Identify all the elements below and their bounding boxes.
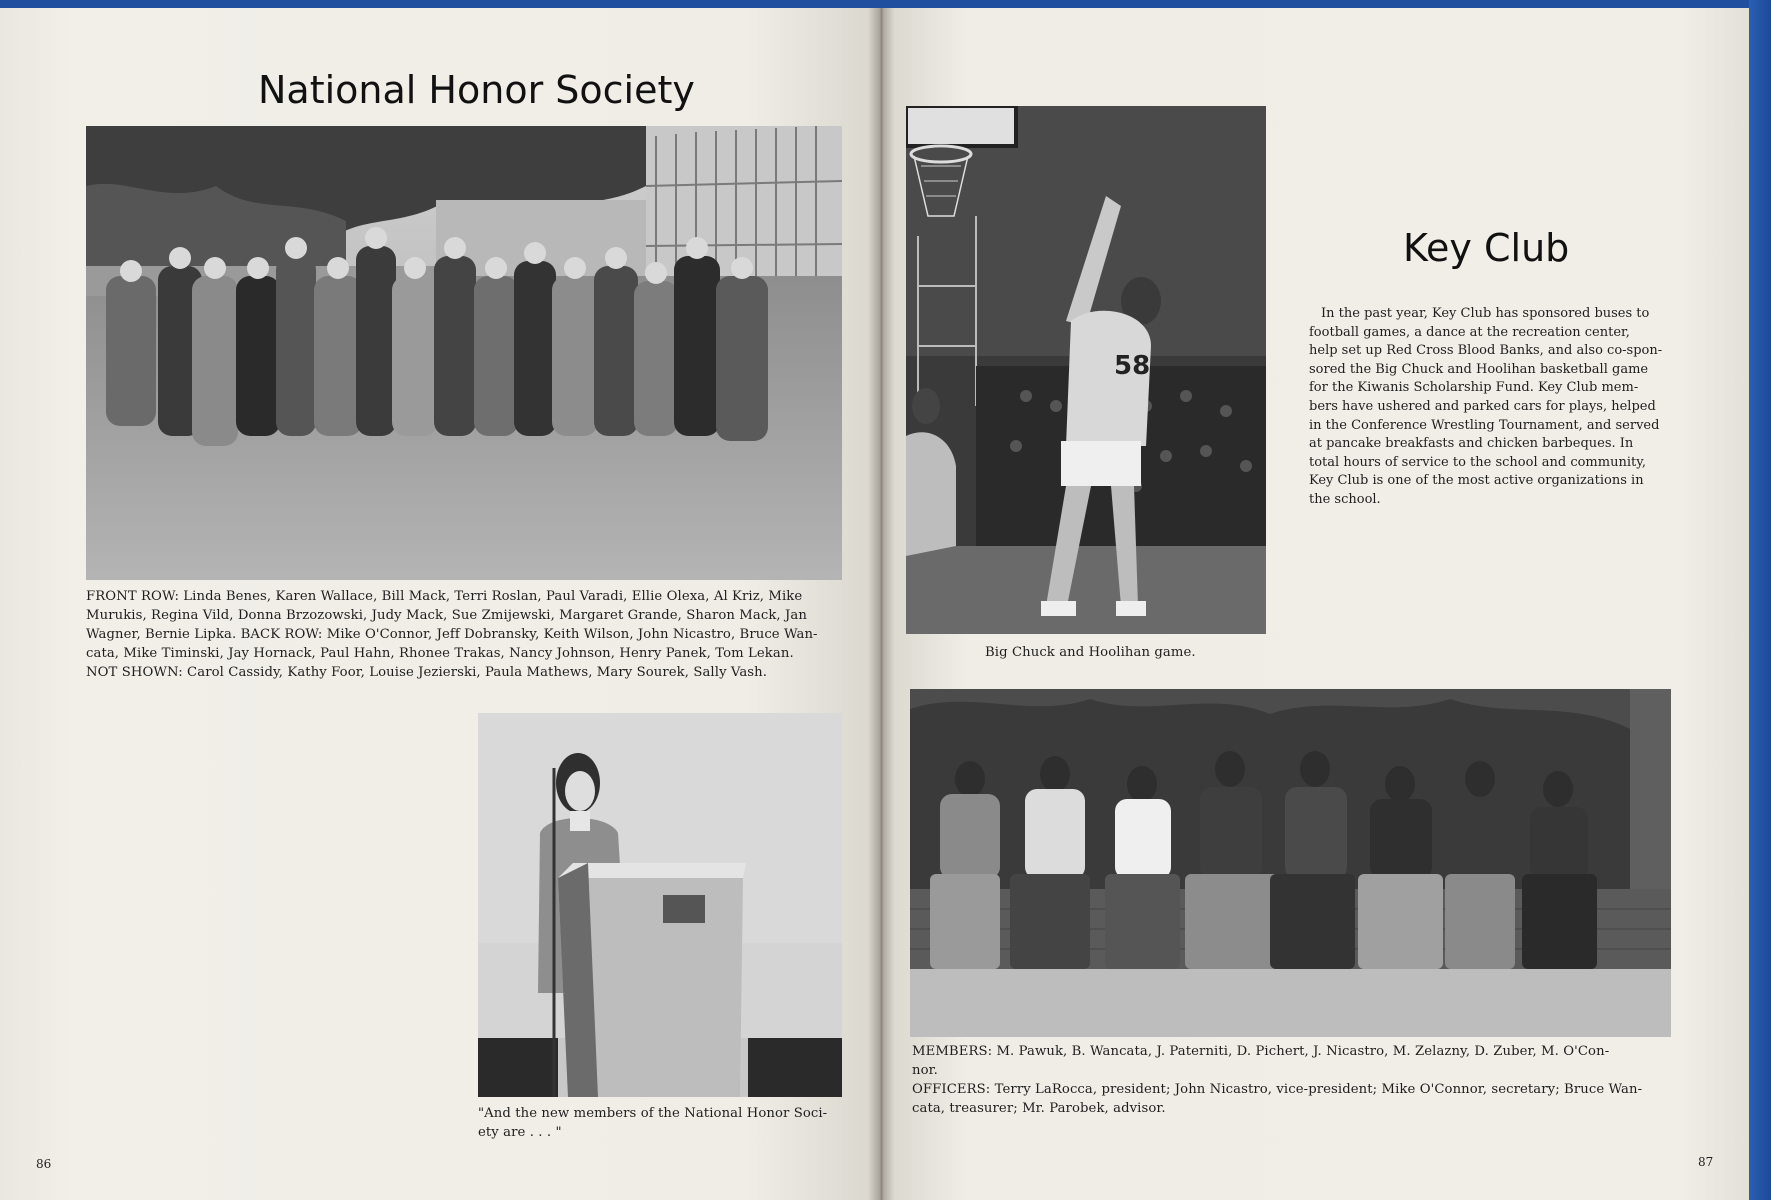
caption-line: "And the new members of the National Honor Soci- — [478, 1106, 828, 1121]
key-club-title: Key Club — [1403, 226, 1570, 270]
body-line: at pancake breakfasts and chicken barbeques. In — [1309, 436, 1634, 452]
nhs-title: National Honor Society — [258, 68, 695, 112]
caption-line: OFFICERS: Terry LaRocca, president; John Nicastro, vice-president; Mike O'Connor, secretary; Bruce Wan- — [912, 1082, 1643, 1097]
book-cover-right-edge — [1749, 0, 1771, 1200]
caption-line: ety are . . . " — [478, 1125, 562, 1140]
nhs-podium-photo — [478, 713, 842, 1097]
basketball-photo — [906, 106, 1266, 634]
caption-line: cata, treasurer; Mr. Parobek, advisor. — [912, 1101, 1166, 1116]
page-number-right: 87 — [1698, 1155, 1714, 1169]
key-club-group-photo — [910, 689, 1671, 1037]
body-line: Key Club is one of the most active organizations in — [1309, 473, 1644, 489]
body-line: help set up Red Cross Blood Banks, and also co-spon- — [1309, 343, 1663, 359]
body-line: sored the Big Chuck and Hoolihan basketball game — [1309, 361, 1649, 377]
body-line: total hours of service to the school and community, — [1309, 454, 1646, 470]
caption-line: FRONT ROW: Linda Benes, Karen Wallace, Bill Mack, Terri Roslan, Paul Varadi, Ellie Olexa, Al Kriz, Mike — [86, 589, 803, 604]
caption-line: Wagner, Bernie Lipka. BACK ROW: Mike O'Connor, Jeff Dobransky, Keith Wilson, John Nicastro, Bruce Wan- — [86, 627, 818, 642]
caption-line: NOT SHOWN: Carol Cassidy, Kathy Foor, Louise Jezierski, Paula Mathews, Mary Sourek, Sally Vash. — [86, 665, 768, 680]
key-club-description — [1309, 305, 1729, 510]
caption-line: cata, Mike Timinski, Jay Hornack, Paul Hahn, Rhonee Trakas, Nancy Johnson, Henry Panek, Tom Lekan. — [86, 646, 794, 661]
body-line: the school. — [1309, 491, 1381, 507]
nhs-podium-caption — [478, 1104, 858, 1142]
body-line: for the Kiwanis Scholarship Fund. Key Club mem- — [1309, 380, 1639, 396]
body-line: bers have ushered and parked cars for plays, helped — [1309, 398, 1656, 414]
page-number-left: 86 — [36, 1157, 52, 1171]
jersey-number-text: 58 — [1114, 351, 1151, 381]
body-line: in the Conference Wrestling Tournament, and served — [1309, 417, 1660, 433]
caption-line: MEMBERS: M. Pawuk, B. Wancata, J. Paterniti, D. Pichert, J. Nicastro, M. Zelazny, D. Zuber, M. O'Con- — [912, 1044, 1610, 1059]
basketball-caption: Big Chuck and Hoolihan game. — [985, 645, 1196, 660]
body-line: football games, a dance at the recreation center, — [1309, 324, 1630, 340]
book-gutter — [868, 8, 894, 1200]
nhs-group-caption — [86, 587, 846, 682]
caption-line: Murukis, Regina Vild, Donna Brzozowski, Judy Mack, Sue Zmijewski, Margaret Grande, Sharon Mack, Jan — [86, 608, 807, 623]
nhs-group-photo — [86, 126, 842, 580]
key-club-members-caption — [912, 1042, 1672, 1118]
body-line: In the past year, Key Club has sponsored buses to — [1321, 306, 1650, 321]
caption-line: nor. — [912, 1063, 938, 1078]
